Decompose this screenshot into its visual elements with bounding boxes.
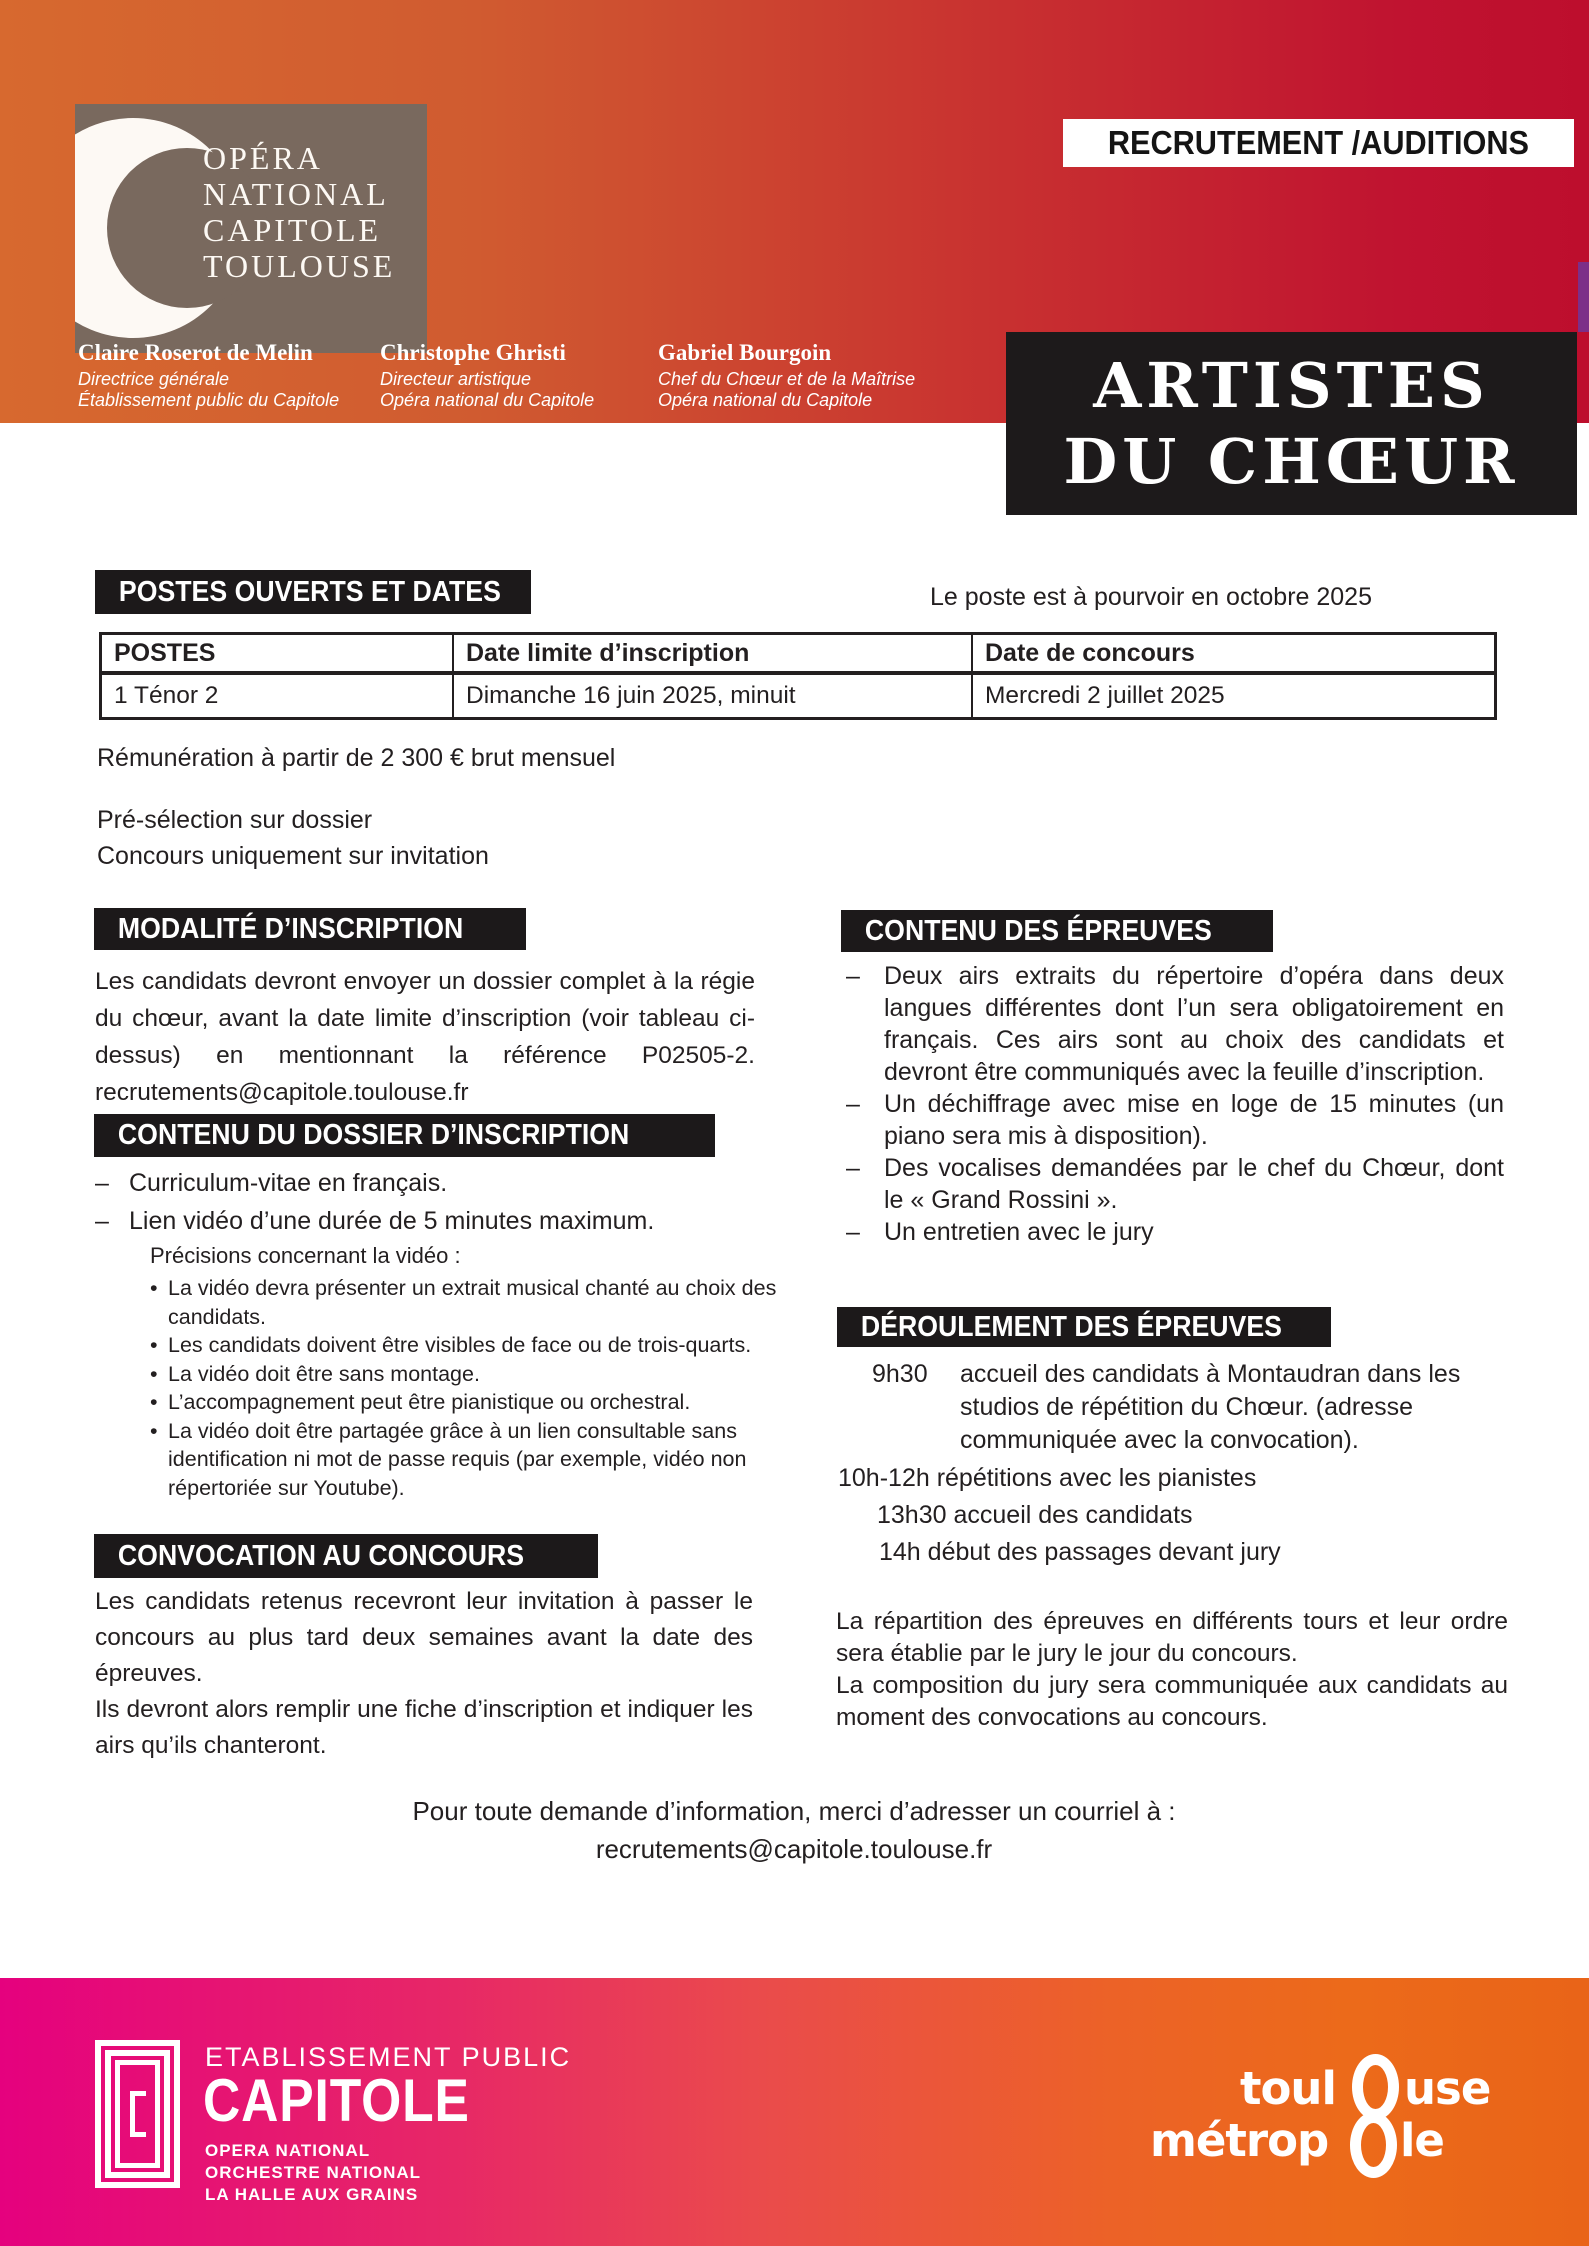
schedule-time: 9h30 xyxy=(872,1360,928,1388)
metropole-text: le xyxy=(1400,2114,1444,2167)
section-heading-posts: POSTES OUVERTS ET DATES xyxy=(95,570,531,614)
epreuve-item: – Un déchiffrage avec mise en loge de 15 minutes (un piano sera mis à disposition). xyxy=(846,1090,1504,1150)
epreuves-list xyxy=(846,960,1504,1248)
table-header-cell: POSTES xyxy=(102,635,452,675)
toulouse-metropole-logo xyxy=(0,1978,1589,2246)
dossier-items xyxy=(95,1164,760,1240)
schedule-text: répétitions avec les pianistes xyxy=(936,1464,1257,1492)
person-role: Directrice générale xyxy=(78,369,230,389)
posts-table xyxy=(99,632,1497,720)
directors-row xyxy=(78,340,996,411)
bullet-marker: • xyxy=(150,1390,158,1414)
capitole-sublabel: LA HALLE AUX GRAINS xyxy=(205,2185,419,2204)
metropole-text: métrop xyxy=(1150,2114,1329,2167)
salary-note: Rémunération à partir de 2 300 € brut mensuel xyxy=(97,744,616,772)
opera-capitole-logo xyxy=(75,104,427,353)
dash-marker: – xyxy=(846,1154,860,1182)
dash-marker: – xyxy=(846,1090,860,1118)
section-heading-deroulement: DÉROULEMENT DES ÉPREUVES xyxy=(837,1307,1331,1347)
metropole-o-icon xyxy=(1352,2054,1399,2120)
epreuve-item: – Un entretien avec le jury xyxy=(846,1218,1154,1246)
poster-title-line2: DU CHŒUR xyxy=(1063,424,1520,498)
schedule-time: 13h30 xyxy=(877,1501,947,1529)
schedule-time: 10h-12h xyxy=(838,1464,930,1492)
preselection-note: Pré-sélection sur dossier xyxy=(97,806,373,834)
table-header-cell: Date de concours xyxy=(971,635,1494,675)
person xyxy=(78,340,380,411)
schedule-text: accueil des candidats xyxy=(953,1501,1193,1529)
person-name: Gabriel Bourgoin xyxy=(658,340,832,365)
deroulement-paragraphs xyxy=(836,1606,1508,1734)
modalite-paragraph: Les candidats devront envoyer un dossier complet à la régie du chœur, avant la date limite d’inscription (voir tableau ci-dessus) en mentionnant la référence P02505-2. recrutements@capitole.toulouse.fr xyxy=(95,968,755,1106)
bullet-marker: • xyxy=(150,1333,158,1357)
schedule-row xyxy=(838,1464,1256,1493)
person-role: Opéra national du Capitole xyxy=(658,390,873,410)
invitation-note: Concours uniquement sur invitation xyxy=(97,842,489,870)
opera-logo-line: CAPITOLE xyxy=(203,212,382,248)
convocation-paragraph: Les candidats retenus recevront leur invitation à passer le concours au plus tard deux semaines avant la date des épreuves. xyxy=(95,1588,753,1687)
epreuve-item: – Des vocalises demandées par le chef du Chœur, dont le « Grand Rossini ». xyxy=(846,1154,1504,1214)
convocation-paragraph: Ils devront alors remplir une fiche d’inscription et indiquer les airs qu’ils chanteront. xyxy=(95,1696,753,1759)
recruitment-banner xyxy=(1063,119,1574,167)
etablissement-public-label: ETABLISSEMENT PUBLIC xyxy=(205,2042,572,2072)
schedule-text: accueil des candidats à Montaudran dans les studios de répétition du Chœur. (adresse communiquée avec la convocation). xyxy=(960,1360,1461,1454)
section-heading-dossier: CONTENU DU DOSSIER D’INSCRIPTION xyxy=(94,1114,715,1157)
opera-logo-line: OPÉRA xyxy=(203,140,323,176)
video-precisions-title: Précisions concernant la vidéo : xyxy=(150,1243,461,1268)
person-name: Christophe Ghristi xyxy=(380,340,566,365)
schedule-row xyxy=(879,1538,1281,1567)
section-heading-modalite: MODALITÉ D’INSCRIPTION xyxy=(94,908,526,950)
section-heading-epreuves: CONTENU DES ÉPREUVES xyxy=(841,910,1273,952)
person-name: Claire Roserot de Melin xyxy=(78,340,313,365)
person-role: Opéra national du Capitole xyxy=(380,390,595,410)
convocation-paragraphs xyxy=(95,1584,753,1764)
footer-band xyxy=(0,1978,1589,2246)
dash-marker: – xyxy=(846,962,860,990)
person-role: Directeur artistique xyxy=(380,369,532,389)
contact-line: Pour toute demande d’information, merci d’adresser un courriel à : xyxy=(412,1796,1176,1826)
deroulement-paragraph: La répartition des épreuves en différents tours et leur ordre sera établie par le jury le jour du concours. xyxy=(836,1608,1508,1667)
person-role: Chef du Chœur et de la Maîtrise xyxy=(658,369,916,389)
video-note-item: • La vidéo devra présenter un extrait musical chanté au choix des candidats. xyxy=(150,1274,780,1331)
purple-accent xyxy=(1578,262,1589,332)
section-heading-convocation: CONVOCATION AU CONCOURS xyxy=(94,1534,598,1578)
contact-email: recrutements@capitole.toulouse.fr xyxy=(595,1834,993,1864)
video-note-item: • L’accompagnement peut être pianistique ou orchestral. xyxy=(150,1388,780,1417)
dash-marker: – xyxy=(95,1169,109,1197)
recruitment-banner-label: RECRUTEMENT /AUDITIONS xyxy=(1107,124,1530,161)
dash-marker: – xyxy=(95,1207,109,1235)
contact-block xyxy=(294,1792,1294,1868)
video-note-item: • La vidéo doit être sans montage. xyxy=(150,1360,780,1389)
deroulement-paragraph: La composition du jury sera communiquée aux candidats au moment des convocations au concours. xyxy=(836,1672,1508,1731)
poster-title-line1: ARTISTES xyxy=(1093,348,1490,422)
opera-logo-line: TOULOUSE xyxy=(203,248,396,284)
metropole-o-icon xyxy=(1350,2112,1397,2178)
capitole-sublabel: ORCHESTRE NATIONAL xyxy=(205,2163,422,2182)
capitole-sublabel: OPERA NATIONAL xyxy=(205,2141,371,2160)
table-cell: 1 Ténor 2 xyxy=(114,682,219,709)
metropole-text: toul xyxy=(1240,2062,1336,2115)
opera-logo-line: NATIONAL xyxy=(203,176,389,212)
opera-logo-text xyxy=(203,140,395,284)
bullet-marker: • xyxy=(150,1276,158,1300)
capitole-wordmark: CAPITOLE xyxy=(203,2067,470,2134)
schedule-row xyxy=(877,1501,1193,1530)
person xyxy=(380,340,658,411)
schedule-text: début des passages devant jury xyxy=(927,1538,1281,1566)
schedule-time: 14h xyxy=(879,1538,921,1566)
bullet-marker: • xyxy=(150,1361,158,1386)
video-notes-list xyxy=(150,1274,780,1502)
epreuve-item: – Deux airs extraits du répertoire d’opéra dans deux langues différentes dont l’un sera obligatoirement en français. Ces airs sont au choix des candidats et devront être communiqués avec la feuille d’inscription. xyxy=(846,962,1504,1086)
metropole-text: use xyxy=(1404,2062,1491,2115)
dossier-item: – Lien vidéo d’une durée de 5 minutes maximum. xyxy=(95,1202,760,1240)
person xyxy=(658,340,996,411)
dash-marker: – xyxy=(846,1218,860,1246)
person-role: Établissement public du Capitole xyxy=(78,390,340,410)
dossier-item: – Curriculum-vitae en français. xyxy=(95,1164,760,1202)
poster-title xyxy=(1006,332,1577,515)
video-note-item: • La vidéo doit être partagée grâce à un lien consultable sans identification ni mot de passe requis (par exemple, vidéo non répertoriée sur Youtube). xyxy=(150,1417,780,1503)
video-note-item: • Les candidats doivent être visibles de face ou de trois-quarts. xyxy=(150,1331,780,1360)
bullet-marker: • xyxy=(150,1418,158,1443)
availability-note: Le poste est à pourvoir en octobre 2025 xyxy=(930,583,1372,611)
schedule-row xyxy=(872,1358,1502,1457)
table-cell: Dimanche 16 juin 2025, minuit xyxy=(452,675,971,717)
table-cell: Mercredi 2 juillet 2025 xyxy=(971,675,1494,717)
table-header-cell: Date limite d’inscription xyxy=(452,635,971,675)
